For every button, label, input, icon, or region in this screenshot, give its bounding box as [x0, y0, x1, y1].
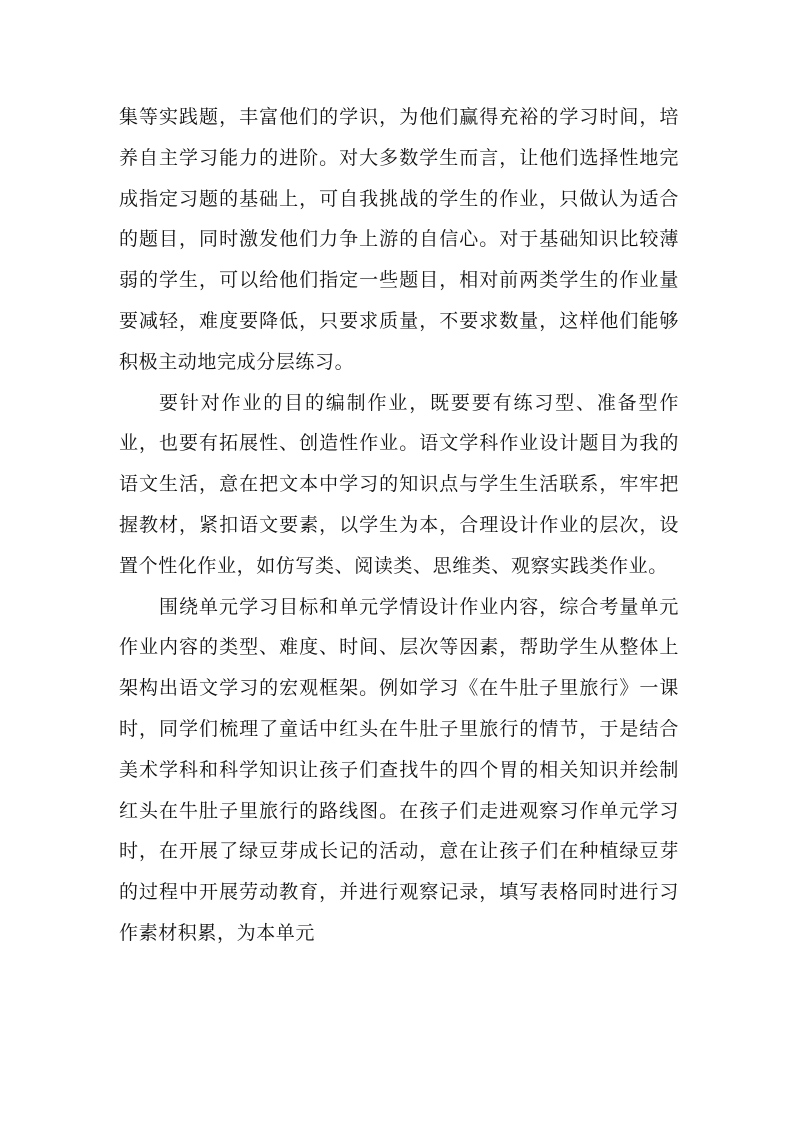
paragraph-homework-design: 要针对作业的目的编制作业，既要要有练习型、准备型作业，也要有拓展性、创造性作业。语文学科作业设计题目为我的语文生活，意在把文本中学习的知识点与学生生活联系，牢牢把握教材，紧扣语文要素，以学生为本，合理设计作业的层次，设置个性化作业，如仿写类、阅读类、思维类、观察实践类作业。 [119, 391, 679, 577]
paragraph-unit-homework: 围绕单元学习目标和单元学情设计作业内容，综合考量单元作业内容的类型、难度、时间、层次等因素，帮助学生从整体上架构出语文学习的宏观框架。例如学习《在牛肚子里旅行》一课时，同学们梳理了童话中红头在牛肚子里旅行的情节，于是结合美术学科和科学知识让孩子们查找牛的四个胃的相关知识并绘制红头在牛肚子里旅行的路线图。在孩子们走进观察习作单元学习时，在开展了绿豆芽成长记的活动，意在让孩子们在种植绿豆芽的过程中开展劳动教育，并进行观察记录，填写表格同时进行习作素材积累，为本单元 [119, 595, 679, 944]
paragraph-continuation: 集等实践题，丰富他们的学识，为他们赢得充裕的学习时间，培养自主学习能力的进阶。对大多数学生而言，让他们选择性地完成指定习题的基础上，可自我挑战的学生的作业，只做认为适合的题目，同时激发他们力争上游的自信心。对于基础知识比较薄弱的学生，可以给他们指定一些题目，相对前两类学生的作业量要减轻，难度要降低，只要求质量，不要求数量，这样他们能够积极主动地完成分层练习。 [119, 106, 679, 373]
document-body [119, 97, 679, 954]
